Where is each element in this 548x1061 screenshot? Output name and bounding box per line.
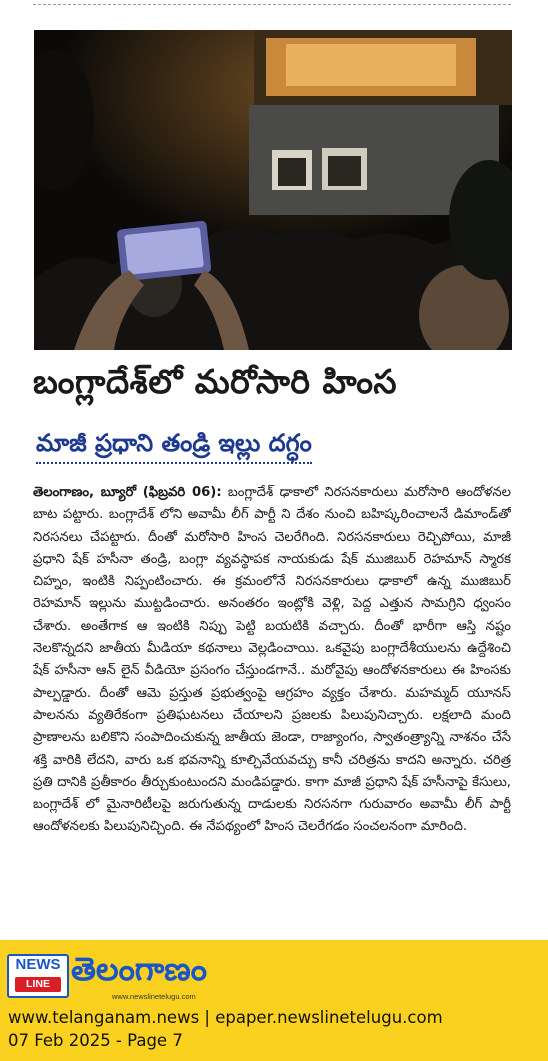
article-body [33,482,511,940]
article-dateline: తెలంగాణం, బ్యూరో (ఫిబ్రవరి 06): [33,485,222,500]
news-photo [34,30,512,350]
top-dashed-rule [33,4,511,5]
brand-name: తెలంగాణం [71,950,207,988]
logo-line-text: LINE [15,977,61,992]
article-body-text: బంగ్లాదేశ్ ఢాకాలో నిరసనకారులు మరోసారి ఆందోళనల బాట పట్టారు. బంగ్లాదేశ్ లోని అవామీ లీగ్ పార్టీ ని దేశం నుంచి బహిష్కరించాలనే డిమాండ్‌తో నిరసనలు చేపట్టారు. దీంతో మరోసారి హింస చెలరేగింది. నిరసనకారులు రెచ్చిపోయి, మాజీ ప్రధాని షేక్ హసీనా తండ్రి, బంగ్లా వ్యవస్థాపక నాయకుడు షేక్ ముజిబుర్ రెహమాన్ స్మారక చిహ్నం, ఇంటికి నిప్పంటించారు. ఈ క్రమంలోనే నిరసనకారులు ఢాకాలో ఉన్న ముజిబుర్ రెహమాన్ ఇల్లును ముట్టడించారు. అనంతరం ఇంట్లోకి వెళ్లి, పెద్ద ఎత్తున సామగ్రిని ధ్వంసం చేశారు. అంతేగాక ఆ ఇంటికి నిప్పు పెట్టి బయటికి వచ్చారు. దీంతో భారీగా ఆస్తి నష్టం నెలకొన్నదని జాతీయ మీడియా కథనాలు వెల్లడించాయి. ఒకవైపు బంగ్లాదేశీయులను ఉద్దేశించి షేక్ హసీనా ఆన్ లైన్ వీడియో ప్రసంగం చేస్తుండగానే.. మరోవైపు ఆందోళనకారులు ఈ హింసకు పాల్పడ్డారు. దీంతో ఆమె ప్రస్తుత ప్రభుత్వంపై ఆగ్రహం వ్యక్తం చేశారు. మహమ్మద్ యూనస్ పాలనను వ్యతిరేకంగా ప్రతిఘటనలు చేయాలని ప్రజలకు పిలుపునిచ్చారు. లక్షలాది మంది ప్రాణాలను బలికొని సంపాదించుకున్న జాతీయ జెండా, రాజ్యాంగం, స్వాతంత్ర్యాన్ని నాశనం చేసే శక్తి వారికి లేదని, వారు ఒక భవనాన్ని కూల్చివేయవచ్చు కానీ చరిత్రను కాదని అన్నారు. చరిత్ర ప్రతి దానికి ప్రతీకారం తీర్చుకుంటుందని మండిపడ్డారు. కాగా మాజీ ప్రధాని షేక్ హసీనాపై కేసులు, బంగ్లాదేశ్ లో మైనారిటీలపై జరుగుతున్న దాడులకు నిరసనగా గురువారం అవామీ లీగ్ పార్టీ ఆందోళనలకు పిలుపునిచ్చింది. ఈ నేపథ్యంలో హింస చెలరేగడం సంచలనంగా మారింది. [33,485,511,835]
footer-links[interactable]: www.telanganam.news | epaper.newslinetelugu.com [8,1008,443,1027]
brand-url[interactable]: www.newslinetelugu.com [112,992,196,1001]
logo-news-text: NEWS [15,956,61,973]
article-subheadline: మాజీ ప్రధాని తండ్రి ఇల్లు దగ్ధం [36,427,312,464]
epaper-footer [0,940,548,1061]
footer-date-page: 07 Feb 2025 - Page 7 [8,1031,183,1050]
article-headline: బంగ్లాదేశ్‌లో మరోసారి హింస [33,362,398,401]
newsline-logo [7,954,69,998]
